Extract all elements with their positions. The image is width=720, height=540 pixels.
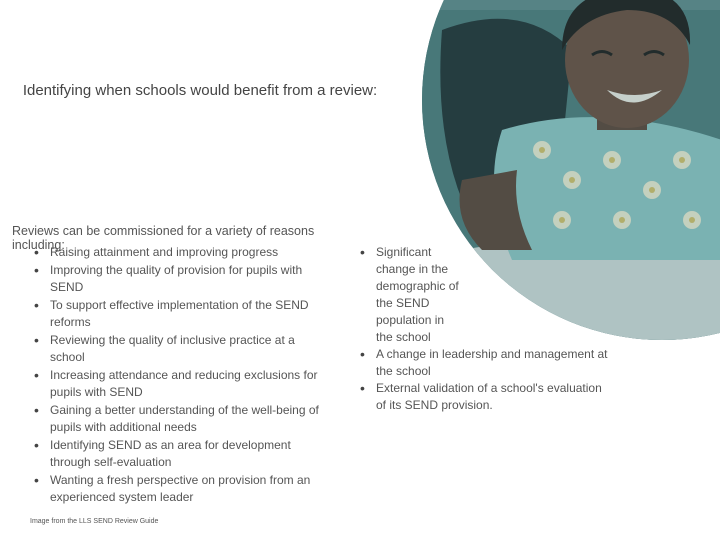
slide-heading: Identifying when schools would benefit from a review: <box>22 82 378 99</box>
list-item: • To support effective implementation of the SEND reforms <box>34 297 324 331</box>
right-bullet-list <box>360 244 610 414</box>
list-item: • Raising attainment and improving progress <box>34 244 324 261</box>
image-caption: Image from the LLS SEND Review Guide <box>30 518 159 525</box>
left-bullet-list <box>34 244 324 507</box>
list-item: • Reviewing the quality of inclusive practice at a school <box>34 332 324 366</box>
list-item: • Wanting a fresh perspective on provision from an experienced system leader <box>34 472 324 506</box>
list-item: • External validation of a school's evaluation of its SEND provision. <box>360 380 610 414</box>
list-item: • Identifying SEND as an area for development through self-evaluation <box>34 437 324 471</box>
list-item: • A change in leadership and management at the school <box>360 346 610 380</box>
intro-text: Reviews can be commissioned for a variety of reasons including: <box>12 224 315 252</box>
list-item: • Increasing attendance and reducing exclusions for pupils with SEND <box>34 367 324 401</box>
list-item: • Gaining a better understanding of the well-being of pupils with additional needs <box>34 402 324 436</box>
list-item: • Improving the quality of provision for pupils with SEND <box>34 262 324 296</box>
list-item: • Significant change in the demographic of the SEND population in the school <box>360 244 461 346</box>
